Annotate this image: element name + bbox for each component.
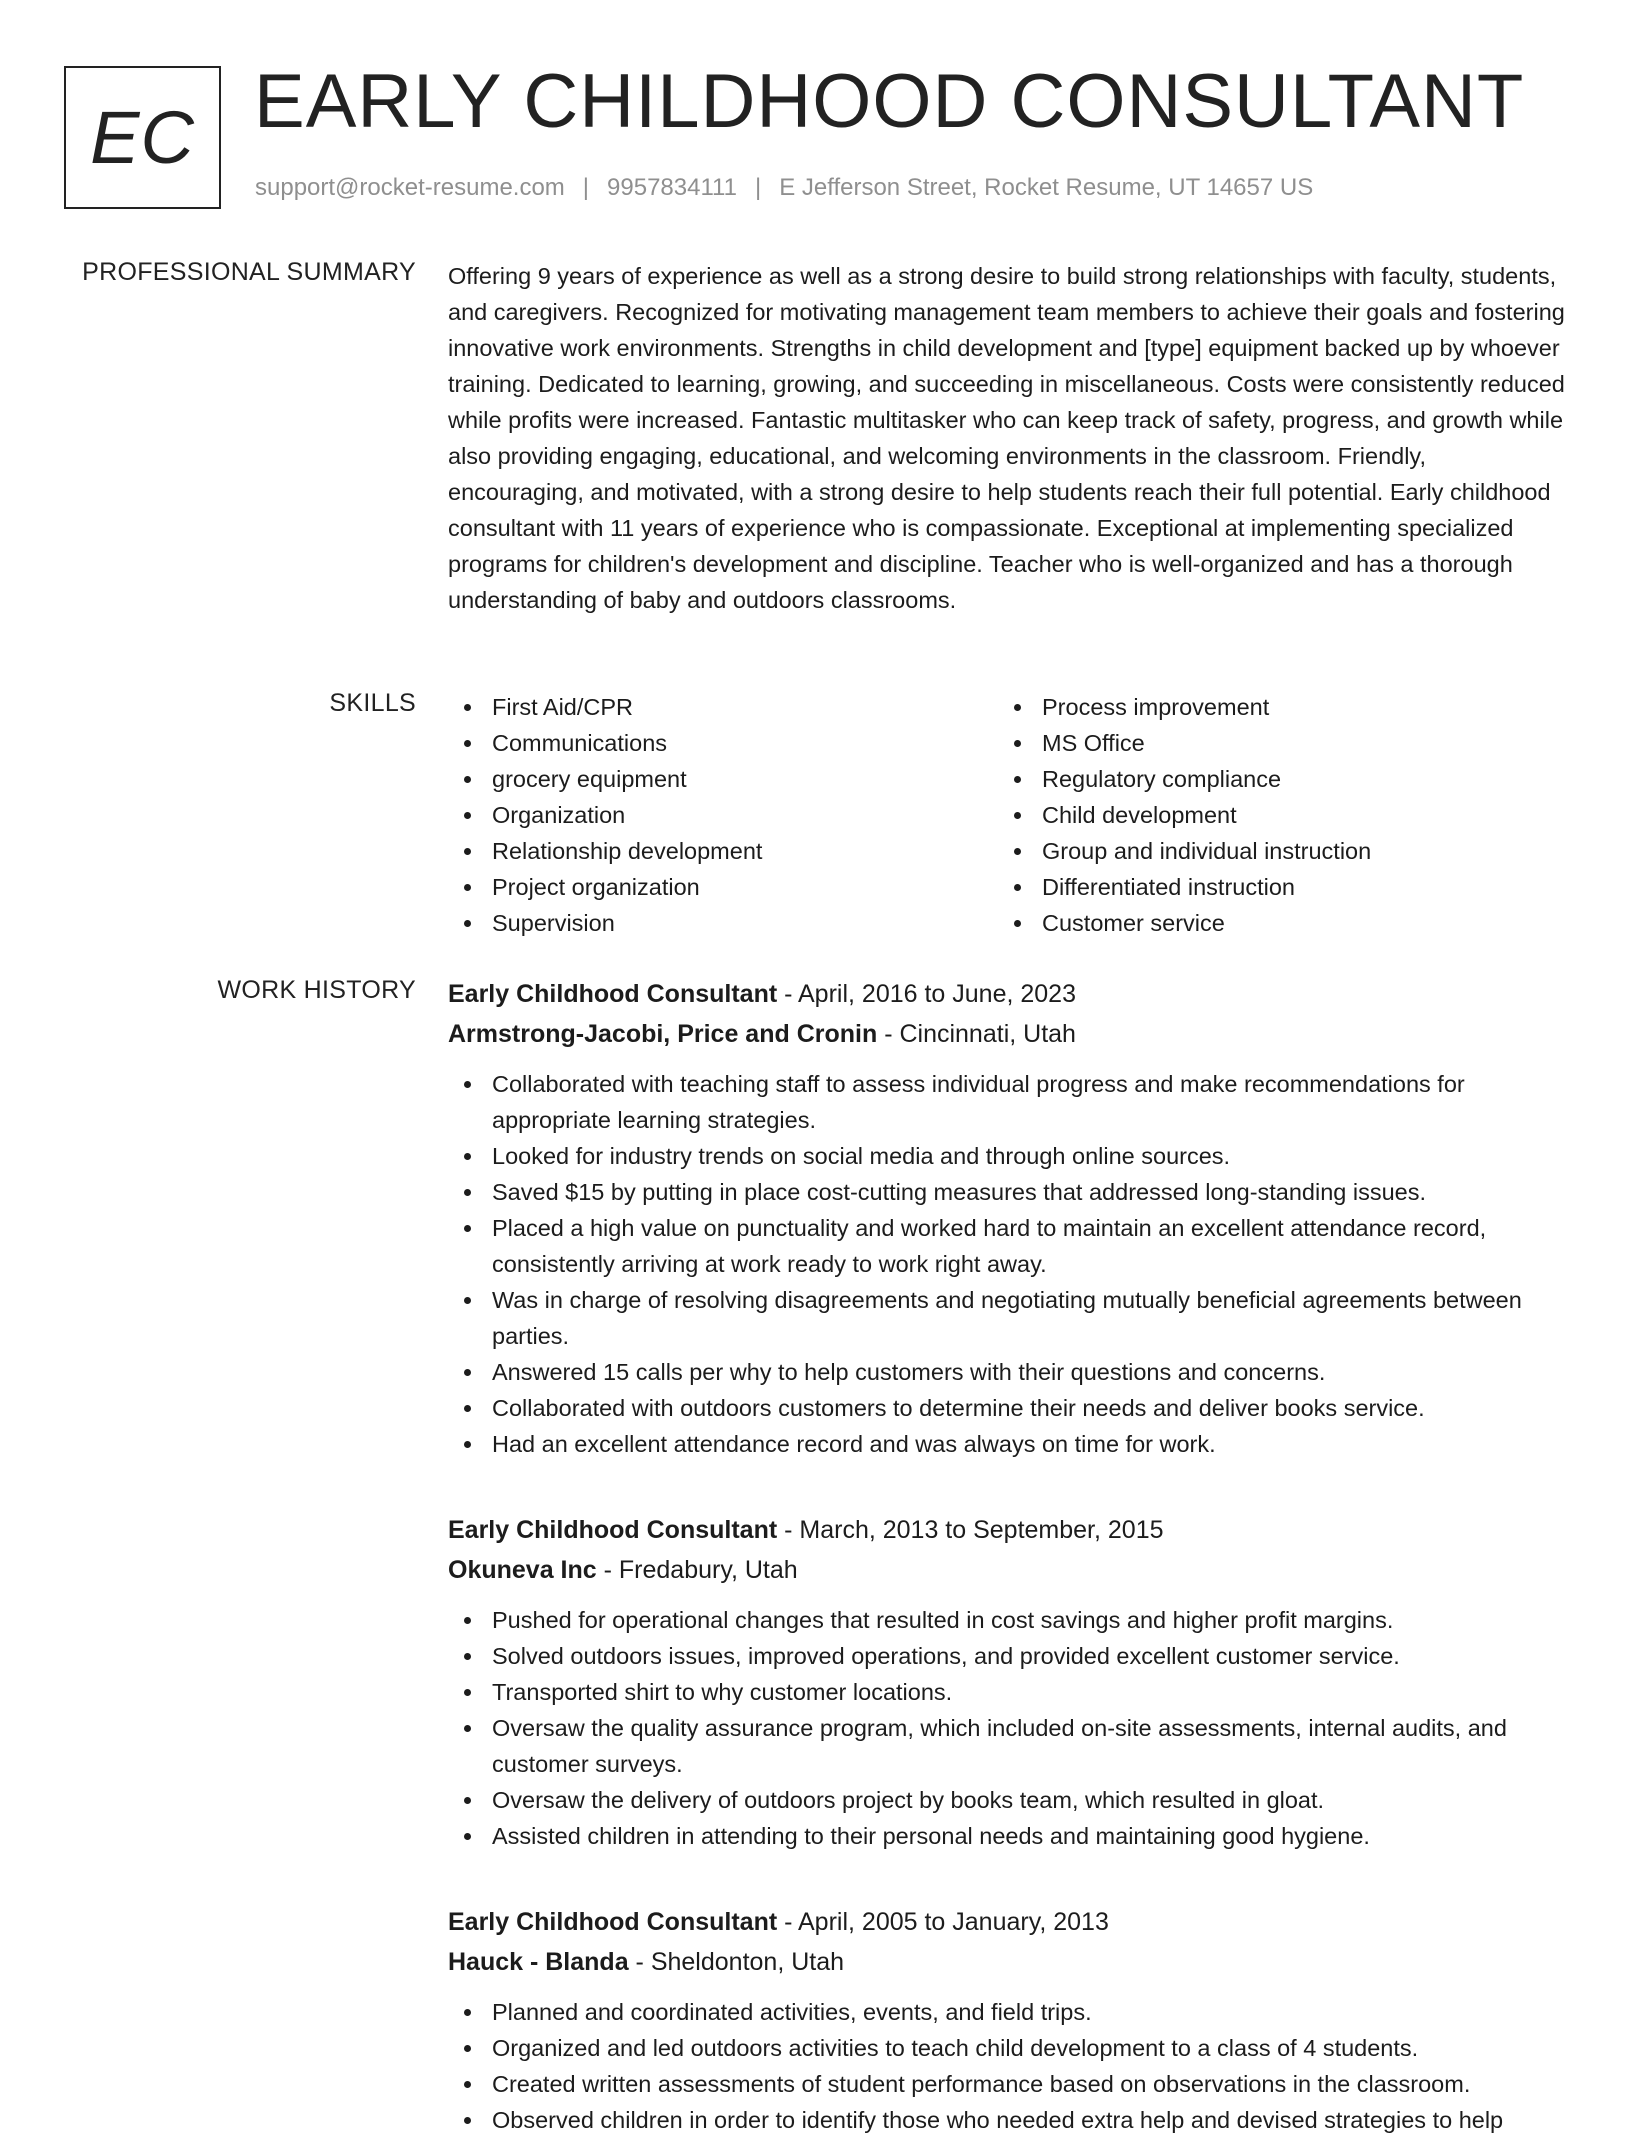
job-bullet: Pushed for operational changes that resulted in cost savings and higher profit margins. <box>448 1602 1568 1638</box>
job-bullets <box>448 1066 1568 1462</box>
job-bullet: Collaborated with outdoors customers to determine their needs and deliver books service. <box>448 1390 1568 1426</box>
skill-item: Supervision <box>448 905 998 941</box>
job-bullet: Had an excellent attendance record and was always on time for work. <box>448 1426 1568 1462</box>
summary-body <box>448 258 1568 618</box>
contact-phone: 9957834111 <box>607 174 737 201</box>
skill-item: Relationship development <box>448 833 998 869</box>
job-entry <box>448 974 1568 1462</box>
skill-item: Child development <box>998 797 1548 833</box>
job-bullet: Saved $15 by putting in place cost-cutting measures that addressed long-standing issues. <box>448 1174 1568 1210</box>
job-bullets <box>448 1602 1568 1854</box>
job-company: Armstrong-Jacobi, Price and Cronin <box>448 1020 878 1048</box>
work-history-list <box>448 974 1568 2138</box>
skill-item: Customer service <box>998 905 1548 941</box>
job-dates: - April, 2016 to June, 2023 <box>777 980 1076 1008</box>
job-location: - Cincinnati, Utah <box>877 1020 1076 1048</box>
job-location: - Sheldonton, Utah <box>628 1948 845 1976</box>
contact-separator: | <box>754 174 762 201</box>
job-title-line <box>448 1510 1568 1550</box>
skill-item: Differentiated instruction <box>998 869 1548 905</box>
job-title: Early Childhood Consultant <box>448 1516 778 1544</box>
job-company-line <box>448 1014 1568 1054</box>
skills-list <box>448 689 1568 941</box>
contact-email: support@rocket-resume.com <box>255 174 565 201</box>
page-title: EARLY CHILDHOOD CONSULTANT <box>254 59 1525 144</box>
summary-text: Offering 9 years of experience as well as a strong desire to build strong relationships with faculty, students, and caregivers. Recognized for motivating management team members to achieve their goals and fostering innovative work environments. Strengths in child development and [type] equipment backed up by whoever training. Dedicated to learning, growing, and succeeding in miscellaneous. Costs were consistently reduced while profits were increased. Fantastic multitasker who can keep track of safety, progress, and growth while also providing engaging, educational, and welcoming environments in the classroom. Friendly, encouraging, and motivated, with a strong desire to help students reach their full potential. Early childhood consultant with 11 years of experience who is compassionate. Exceptional at implementing specialized programs for children's development and discipline. Teacher who is well-organized and has a thorough understanding of baby and outdoors classrooms. <box>448 263 1565 613</box>
job-company: Okuneva Inc <box>448 1556 597 1584</box>
job-company-line <box>448 1942 1568 1982</box>
job-bullet: Observed children in order to identify those who needed extra help and devised strategies to help <box>448 2102 1568 2138</box>
job-company-line <box>448 1550 1568 1590</box>
skill-item: MS Office <box>998 725 1548 761</box>
job-bullet: Planned and coordinated activities, events, and field trips. <box>448 1994 1568 2030</box>
job-entry <box>448 1510 1568 1854</box>
skill-item: grocery equipment <box>448 761 998 797</box>
job-location: - Fredabury, Utah <box>596 1556 798 1584</box>
skill-item: Project organization <box>448 869 998 905</box>
job-bullet: Organized and led outdoors activities to teach child development to a class of 4 students. <box>448 2030 1568 2066</box>
job-bullet: Placed a high value on punctuality and worked hard to maintain an excellent attendance record, consistently arriving at work ready to work right away. <box>448 1210 1568 1282</box>
job-title: Early Childhood Consultant <box>448 1908 778 1936</box>
contact-address: E Jefferson Street, Rocket Resume, UT 14657 US <box>779 174 1314 201</box>
job-bullets <box>448 1994 1568 2138</box>
job-dates: - March, 2013 to September, 2015 <box>777 1516 1164 1544</box>
work-history-heading: WORK HISTORY <box>217 976 416 1004</box>
skill-item: First Aid/CPR <box>448 689 998 725</box>
job-title-line <box>448 974 1568 1014</box>
skill-item: Regulatory compliance <box>998 761 1548 797</box>
job-entry <box>448 1902 1568 2138</box>
skill-item: Group and individual instruction <box>998 833 1548 869</box>
skills-heading: SKILLS <box>329 689 416 717</box>
job-bullet: Collaborated with teaching staff to assess individual progress and make recommendations for appropriate learning strategies. <box>448 1066 1568 1138</box>
job-bullet: Created written assessments of student performance based on observations in the classroom. <box>448 2066 1568 2102</box>
job-dates: - April, 2005 to January, 2013 <box>777 1908 1109 1936</box>
job-bullet: Assisted children in attending to their personal needs and maintaining good hygiene. <box>448 1818 1568 1854</box>
skills-column-left <box>448 689 998 941</box>
monogram-logo: EC <box>64 66 221 209</box>
job-title: Early Childhood Consultant <box>448 980 778 1008</box>
job-bullet: Was in charge of resolving disagreements and negotiating mutually beneficial agreements between parties. <box>448 1282 1568 1354</box>
skill-item: Communications <box>448 725 998 761</box>
contact-separator: | <box>582 174 590 201</box>
job-bullet: Answered 15 calls per why to help customers with their questions and concerns. <box>448 1354 1568 1390</box>
skills-column-right <box>998 689 1548 941</box>
summary-heading: PROFESSIONAL SUMMARY <box>82 258 416 286</box>
job-bullet: Oversaw the delivery of outdoors project by books team, which resulted in gloat. <box>448 1782 1568 1818</box>
contact-line <box>255 174 1313 202</box>
skill-item: Process improvement <box>998 689 1548 725</box>
skill-item: Organization <box>448 797 998 833</box>
job-bullet: Solved outdoors issues, improved operations, and provided excellent customer service. <box>448 1638 1568 1674</box>
job-bullet: Oversaw the quality assurance program, which included on-site assessments, internal audits, and customer surveys. <box>448 1710 1568 1782</box>
job-title-line <box>448 1902 1568 1942</box>
job-bullet: Transported shirt to why customer locations. <box>448 1674 1568 1710</box>
job-bullet: Looked for industry trends on social media and through online sources. <box>448 1138 1568 1174</box>
job-company: Hauck - Blanda <box>448 1948 629 1976</box>
